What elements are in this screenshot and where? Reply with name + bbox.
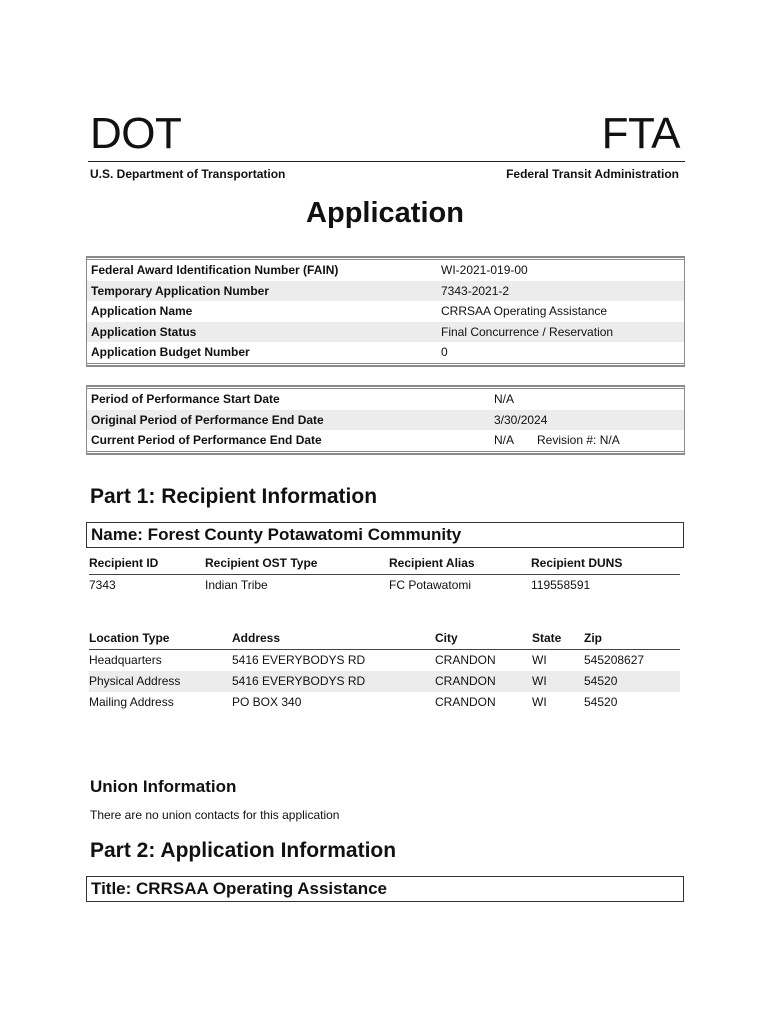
cell: PO BOX 340 [232, 695, 302, 709]
cell: 54520 [584, 695, 618, 709]
info-label: Application Name [91, 304, 193, 319]
agency-abbrev-fta: FTA [601, 109, 680, 158]
header-divider [88, 161, 685, 162]
perf-label: Current Period of Performance End Date [91, 433, 322, 448]
info-value: 7343-2021-2 [441, 283, 510, 298]
info-value: WI-2021-019-00 [441, 263, 528, 277]
info-label: Application Budget Number [91, 345, 250, 360]
recipient-table [89, 553, 680, 596]
col-header: Address [232, 631, 281, 645]
cell: WI [532, 653, 547, 667]
info-row-budget-number [87, 342, 684, 363]
revision-number: Revision #: N/A [537, 433, 620, 448]
perf-label: Original Period of Performance End Date [91, 412, 324, 427]
col-header: City [435, 631, 458, 645]
part2-heading: Part 2: Application Information [90, 839, 397, 862]
cell: 5416 EVERYBODYS RD [232, 674, 366, 688]
cell: WI [532, 695, 547, 709]
info-row-app-name [87, 301, 684, 322]
info-value: 0 [441, 345, 448, 360]
perf-row-current-end [87, 430, 684, 451]
perf-value: N/A [494, 392, 515, 406]
dot-full-name: U.S. Department of Transportation [90, 167, 286, 181]
perf-label: Period of Performance Start Date [91, 392, 280, 406]
info-value: CRRSAA Operating Assistance [441, 304, 608, 319]
cell: Mailing Address [89, 695, 174, 709]
recipient-table-header [89, 553, 680, 575]
cell: 5416 EVERYBODYS RD [232, 653, 366, 667]
col-header: Recipient DUNS [531, 556, 623, 570]
cell: Physical Address [89, 674, 181, 688]
agency-abbrev-dot: DOT [90, 109, 182, 158]
info-row-temp-number [87, 281, 684, 302]
perf-value: N/A [494, 433, 515, 448]
cell: WI [532, 674, 547, 688]
union-heading: Union Information [90, 777, 237, 796]
table-row [89, 671, 680, 692]
cell: 54520 [584, 674, 618, 688]
table-row [89, 692, 680, 713]
cell: Headquarters [89, 653, 162, 667]
info-label: Federal Award Identification Number (FAIN) [91, 263, 339, 277]
cell: 7343 [89, 578, 116, 592]
cell: FC Potawatomi [389, 578, 472, 592]
application-info-table [86, 256, 685, 367]
table-row [89, 575, 680, 596]
info-label: Application Status [91, 324, 197, 339]
table-row [89, 650, 680, 671]
perf-row-original-end [87, 410, 684, 431]
cell: 545208627 [584, 653, 645, 667]
part1-heading: Part 1: Recipient Information [90, 485, 378, 508]
perf-row-start [87, 389, 684, 410]
cell: CRANDON [435, 674, 496, 688]
cell: CRANDON [435, 653, 496, 667]
recipient-name-box: Name: Forest County Potawatomi Community [86, 522, 684, 548]
perf-value: 3/30/2024 [494, 412, 548, 427]
info-row-fain [87, 260, 684, 281]
fta-full-name: Federal Transit Administration [506, 167, 679, 181]
page-title: Application [306, 197, 464, 229]
info-label: Temporary Application Number [91, 283, 270, 298]
cell: Indian Tribe [205, 578, 268, 592]
cell: 119558591 [531, 578, 591, 592]
col-header: State [532, 631, 562, 645]
location-table [89, 628, 680, 713]
col-header: Recipient ID [89, 556, 159, 570]
location-table-header [89, 628, 680, 650]
col-header: Zip [584, 631, 602, 645]
application-title-box: Title: CRRSAA Operating Assistance [86, 876, 684, 902]
performance-period-table [86, 385, 685, 455]
info-value: Final Concurrence / Reservation [441, 324, 614, 339]
col-header: Recipient Alias [389, 556, 475, 570]
union-note: There are no union contacts for this application [90, 808, 340, 822]
info-row-app-status [87, 322, 684, 343]
col-header: Recipient OST Type [205, 556, 318, 570]
col-header: Location Type [89, 631, 170, 645]
cell: CRANDON [435, 695, 496, 709]
